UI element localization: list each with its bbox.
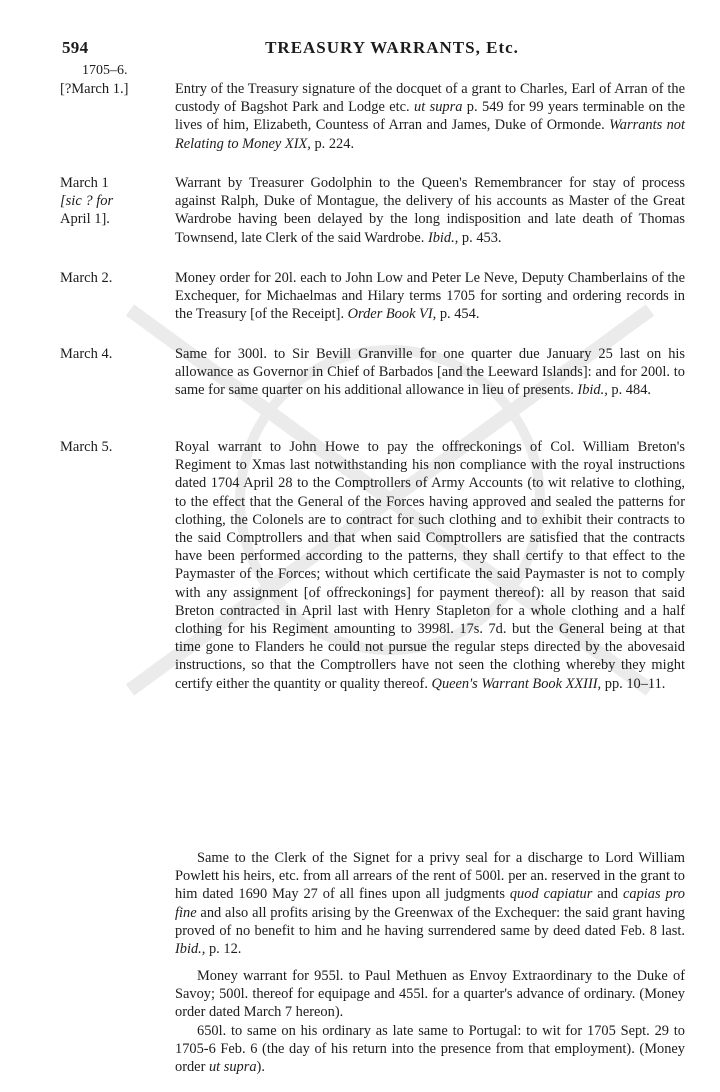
entry-text-segment: Entry of the Treasury signature of the docquet of a grant to Charles, Earl of Arran of the custody of Bagshot Park and Lodge etc. bbox=[175, 81, 685, 116]
entry-text-segment: and also all profits arising by the Greenwax of the Exchequer: the said grant having proved of no benefit to him and he having surrendered same by deed dated Feb. 8 last. bbox=[175, 904, 685, 939]
entry-text bbox=[175, 438, 685, 693]
entry-text-segment: Same to the Clerk of the Signet for a privy seal for a discharge to Lord William Powlett his heirs, etc. from all arrears of the rent of 500l. per an. reserved in the grant to him dated 1690 May 27 of all fines upon all judgments bbox=[175, 850, 685, 903]
entry bbox=[60, 269, 690, 324]
entry-text-segment: Money order for 20l. each to John Low and Peter Le Neve, Deputy Chamberlains of the Exchequer, for Michaelmas and Hilary terms 1705 for sorting and ordering records in the Treasury [of the Receipt]. bbox=[175, 270, 685, 323]
entry-date bbox=[60, 174, 170, 228]
continuation-entry bbox=[175, 849, 685, 958]
entry-text bbox=[175, 174, 685, 247]
source-reference: Queen's Warrant Book XXIII, bbox=[431, 675, 602, 692]
entry-text-segment: Money warrant for 955l. to Paul Methuen as Envoy Extraordinary to the Duke of Savoy; 500l. thereof for equipage and 455l. for a quarter's advance of ordinary. (Money order dated March 7 hereon). bbox=[175, 968, 685, 1021]
source-page: p. 453. bbox=[458, 229, 502, 246]
source-reference: Ibid., bbox=[175, 941, 206, 958]
entry-date: March 2. bbox=[60, 270, 113, 286]
year-label: 1705–6. bbox=[82, 63, 128, 78]
running-title: TREASURY WARRANTS, Etc. bbox=[265, 38, 519, 57]
entry-date: March 4. bbox=[60, 346, 113, 362]
continuation-entry bbox=[175, 967, 685, 1076]
entry-text-segment: Same for 300l. to Sir Bevill Granville for one quarter due January 25 last on his allowance as Governor in Chief of Barbados [and the Leeward Islands]: and for 200l. to same for same quarter on his additional allowance in lieu of presents. bbox=[175, 346, 685, 399]
entry-text-segment: p. 549 for 99 years terminable on the lives of him, Elizabeth, Countess of Arran and James, Duke of Ormonde. bbox=[175, 99, 686, 134]
page-number: 594 bbox=[62, 38, 89, 57]
entry-text-segment: Royal warrant to John Howe to pay the offreckonings of Col. William Breton's Regiment to Xmas last notwithstanding his non compliance with the royal instructions dated 1704 April 28 to the Comptrollers of Army Accounts (to wit relative to clothing, to the effect that the General of the Forces having approved and sealed the patterns for clothing, the Colonels are to contract for such clothing and to exhibit their contracts to the said Comptrollers and that when said Comptrollers are satisfied that the contracts have been performed according to the patterns, they shall certify to that effect to the Paymaster of the Forces; without which certificate the said Paymaster is not to comply with any assignment [of offreckonings] for payment thereof): all by reason that said Breton contracted in April last with Henry Stapleton for a whole clothing and a half clothing for his Regiment amounting to 3998l. 17s. 7d. but the General being at that time gone to Flanders he could not pursue the regular steps directed by the abovesaid instructions, so that the Comptrollers have not seen the clothing whereby they might certify either the quantity or quality thereof. bbox=[175, 439, 685, 692]
entry-text bbox=[175, 345, 685, 400]
source-reference: Warrants not Relating to Money XIX, bbox=[175, 117, 685, 152]
latin-phrase: capias pro fine bbox=[175, 886, 685, 921]
entry-text-segment: 650l. to same on his ordinary as late same to Portugal: to wit for 1705 Sept. 29 to 1705-6 Feb. 6 (the day of his return into the presence from that employment). (Money order bbox=[175, 1022, 685, 1076]
entry-text-segment: Warrant by Treasurer Godolphin to the Queen's Remembrancer for stay of process against Ralph, Duke of Montague, the delivery of his accounts as Master of the Great Wardrobe having been delayed by the long indisposition and late death of Thomas Townsend, late Clerk of the said Wardrobe. bbox=[175, 175, 685, 246]
entry-text-segment: and bbox=[592, 886, 623, 903]
source-reference: Ibid., bbox=[577, 382, 608, 399]
entry-text bbox=[175, 80, 685, 153]
entry-date-line: [sic ? for bbox=[60, 193, 114, 209]
entry-date: [?March 1.] bbox=[60, 81, 129, 97]
source-page: p. 224. bbox=[310, 135, 355, 152]
source-reference: Order Book VI, bbox=[347, 306, 437, 323]
source-reference: Ibid., bbox=[427, 229, 459, 246]
latin-phrase: ut supra bbox=[414, 99, 463, 116]
entry bbox=[60, 80, 690, 153]
latin-phrase: ut supra bbox=[208, 1059, 257, 1076]
latin-phrase: quod capiatur bbox=[509, 886, 593, 903]
entry bbox=[60, 345, 690, 400]
source-page: p. 484. bbox=[607, 382, 651, 399]
entry bbox=[60, 174, 690, 247]
source-page: p. 12. bbox=[205, 941, 242, 958]
entry-date-line: April 1]. bbox=[60, 211, 110, 227]
entry-text bbox=[175, 269, 685, 324]
page-header bbox=[62, 38, 682, 62]
entry bbox=[60, 438, 690, 693]
entry-date: March 5. bbox=[60, 439, 113, 455]
source-page: p. 454. bbox=[436, 306, 480, 323]
entry-date-line: March 1 bbox=[60, 175, 109, 191]
source-page: pp. 10–11. bbox=[601, 675, 666, 692]
entry-text-segment: ). bbox=[256, 1059, 265, 1076]
